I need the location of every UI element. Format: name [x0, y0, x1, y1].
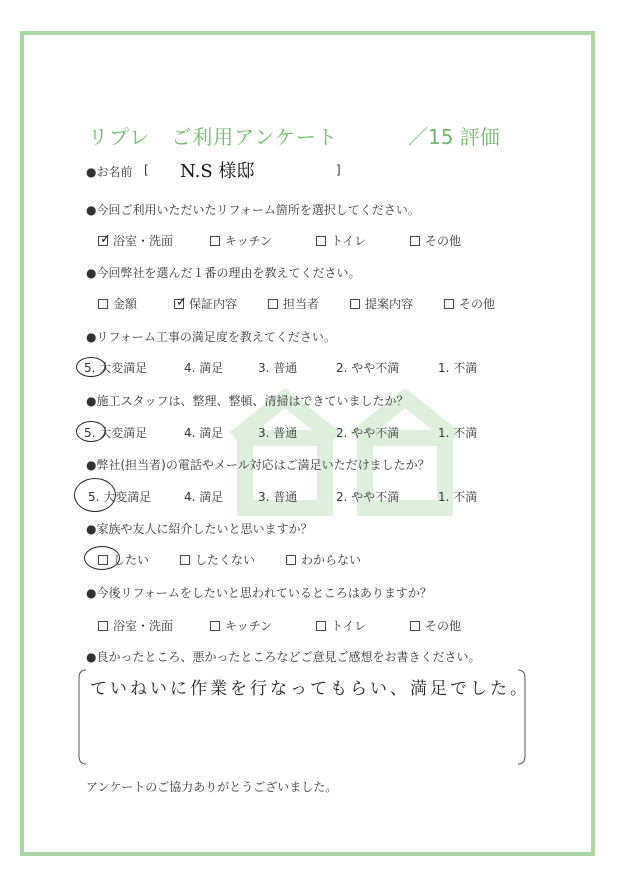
selection-circle-mark — [76, 357, 106, 377]
checkbox-icon — [210, 236, 220, 246]
question-7-options — [98, 617, 538, 635]
checkmark-icon: ✓ — [100, 232, 111, 247]
checkbox-icon — [350, 299, 360, 309]
checkbox-icon — [98, 621, 108, 631]
checkbox-icon — [210, 621, 220, 631]
checkbox-icon — [180, 555, 190, 565]
question-2: ●今回弊社を選んだ１番の理由を教えてください。 — [86, 266, 361, 280]
q2-option[interactable]: ✓ 保証内容 — [176, 295, 238, 311]
q4-option[interactable]: 4. 満足 — [184, 426, 224, 440]
question-8: ●良かったところ、悪かったところなどご意見ご感想をお書きください。 — [86, 650, 481, 664]
comment-answer: ていねいに作業を行なってもらい、満足でした。 — [90, 679, 530, 699]
q7-option[interactable]: その他 — [410, 617, 461, 634]
q6-option[interactable]: わからない — [286, 551, 361, 568]
q6-option[interactable]: したくない — [180, 551, 255, 568]
survey-title: リプレ ご利用アンケート — [88, 125, 338, 149]
q1-option[interactable]: トイレ — [316, 232, 366, 249]
q3-option[interactable]: 4. 満足 — [184, 361, 224, 375]
q3-option[interactable]: 5. 大変満足 — [84, 361, 148, 375]
question-4: ●施工スタッフは、整理、整頓、清掃はできていましたか？ — [86, 394, 409, 408]
q5-option[interactable]: 5. 大変満足 — [88, 490, 152, 504]
question-6-options — [98, 551, 538, 569]
footer-thanks: アンケートのご協力ありがとうございました。 — [86, 780, 338, 794]
q1-option[interactable]: その他 — [410, 232, 461, 249]
q7-option[interactable]: 浴室・洗面 — [98, 617, 173, 634]
q4-option[interactable]: 2. やや不満 — [336, 426, 400, 440]
question-4-options — [84, 424, 538, 442]
selection-circle-mark — [84, 546, 120, 570]
checkbox-icon — [174, 295, 187, 310]
checkmark-icon: ✓ — [176, 295, 187, 310]
q4-option[interactable]: 1. 不満 — [438, 426, 478, 440]
question-6: ●家族や友人に紹介したいと思いますか？ — [86, 522, 313, 536]
q4-option[interactable]: 3. 普通 — [258, 426, 298, 440]
name-value: N.S 様邸 — [180, 161, 255, 182]
checkbox-icon — [286, 555, 296, 565]
checkbox-icon — [268, 299, 278, 309]
q1-option[interactable]: ✓ 浴室・洗面 — [100, 232, 174, 248]
checkbox-icon — [98, 232, 111, 247]
question-7: ●今後リフォームをしたいと思われているところはありますか？ — [86, 586, 432, 600]
name-label: ●お名前 — [86, 165, 133, 179]
q2-option[interactable]: 提案内容 — [350, 295, 413, 312]
checkbox-icon — [316, 236, 326, 246]
question-1-options — [98, 232, 538, 250]
q7-option[interactable]: キッチン — [210, 617, 272, 634]
q2-option[interactable]: 金額 — [98, 295, 137, 312]
question-2-options — [98, 295, 538, 313]
name-bracket-close: ] — [336, 163, 341, 177]
q2-option[interactable]: 担当者 — [268, 295, 319, 312]
checkbox-icon — [316, 621, 326, 631]
q4-option[interactable]: 5. 大変満足 — [84, 426, 148, 440]
checkbox-icon — [410, 236, 420, 246]
q5-option[interactable]: 3. 普通 — [258, 490, 298, 504]
q5-option[interactable]: 1. 不満 — [438, 490, 478, 504]
checkbox-icon — [444, 299, 454, 309]
q3-option[interactable]: 2. やや不満 — [336, 361, 400, 375]
selection-circle-mark — [76, 421, 106, 442]
name-bracket-open: [ — [144, 163, 149, 177]
q3-option[interactable]: 3. 普通 — [258, 361, 298, 375]
question-3-options — [84, 359, 538, 377]
question-5-options — [88, 488, 538, 506]
question-3: ●リフォーム工事の満足度を教えてください。 — [86, 330, 336, 344]
q2-option[interactable]: その他 — [444, 295, 495, 312]
q1-option[interactable]: キッチン — [210, 232, 272, 249]
q7-option[interactable]: トイレ — [316, 617, 366, 634]
q3-option[interactable]: 1. 不満 — [438, 361, 478, 375]
checkbox-icon — [410, 621, 420, 631]
checkbox-icon — [98, 299, 108, 309]
question-1: ●今回ご利用いただいたリフォーム箇所を選択してください。 — [86, 203, 420, 217]
score-label: ／15 評価 — [408, 125, 500, 149]
question-5: ●弊社(担当者)の電話やメール対応はご満足いただけましたか？ — [86, 458, 430, 472]
q5-option[interactable]: 4. 満足 — [184, 490, 224, 504]
q6-option[interactable]: したい — [98, 551, 149, 568]
q5-option[interactable]: 2. やや不満 — [336, 490, 400, 504]
selection-circle-mark — [74, 478, 116, 512]
